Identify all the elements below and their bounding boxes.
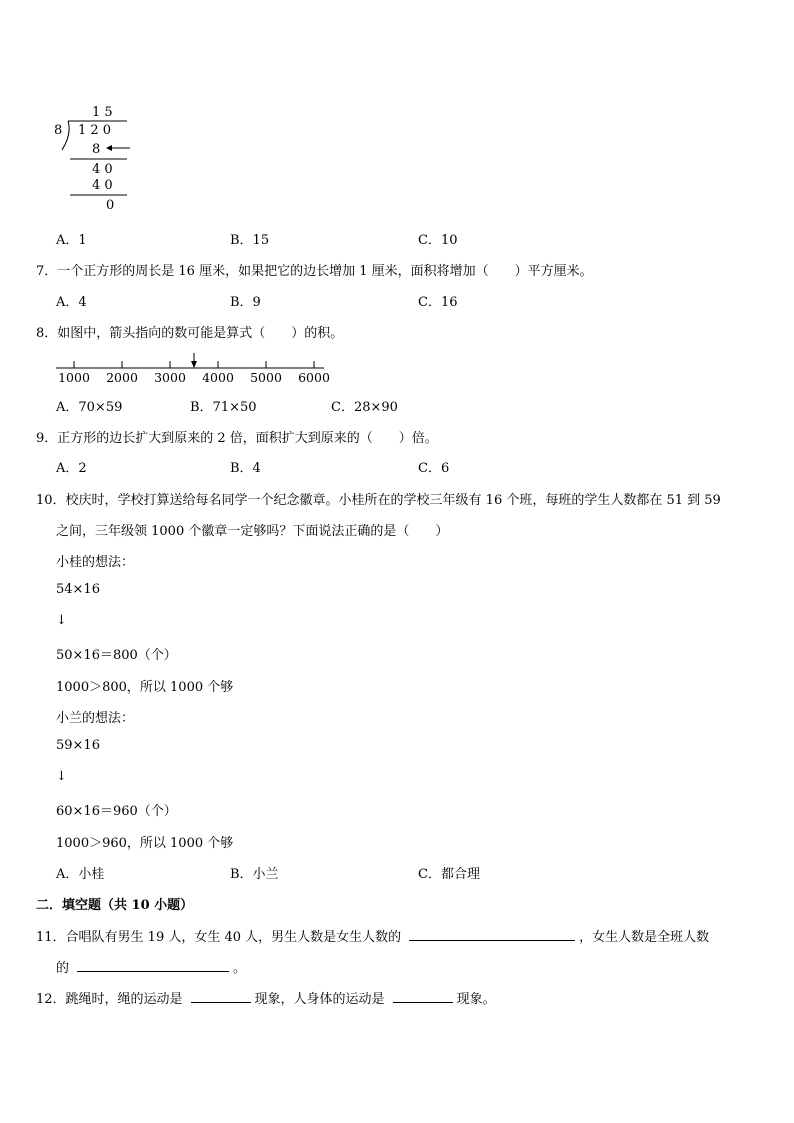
q12-text-part1: 12．跳绳时，绳的运动是: [36, 992, 183, 1007]
q11-blank-1[interactable]: [409, 928, 575, 941]
lan-line2: 60×16＝960（个）: [56, 804, 177, 819]
step2b-value: 4 0: [92, 178, 113, 193]
pointer-arrow: [191, 353, 197, 368]
section-heading: 二．填空题（共 10 小题）: [36, 898, 194, 913]
pointer-arrow-head: [106, 145, 112, 151]
lan-line1: 59×16: [56, 738, 100, 753]
q7-option-c[interactable]: C．16: [418, 295, 458, 310]
lan-line3: 1000＞960，所以 1000 个够: [56, 836, 234, 851]
q12-blank-1[interactable]: [191, 990, 251, 1003]
q8-option-a[interactable]: A．70×59: [56, 400, 123, 415]
quotient: 1 5: [92, 105, 113, 120]
q10-text-line2: 之间，三年级领 1000 个徽章一定够吗？下面说法正确的是（ ）: [56, 524, 449, 539]
q7-option-b[interactable]: B．9: [230, 295, 261, 310]
q8-option-b[interactable]: B．71×50: [190, 400, 257, 415]
q12-text-part3: 现象。: [456, 992, 496, 1007]
q10-option-c[interactable]: C．都合理: [418, 867, 480, 882]
step1-value: 8: [92, 142, 101, 157]
dividend: 1 2 0: [78, 123, 112, 138]
q10-option-b[interactable]: B．小兰: [230, 867, 279, 882]
q11-line1: [36, 926, 709, 945]
tick-label: 3000: [154, 370, 186, 385]
tick-label: 1000: [58, 370, 90, 385]
down-arrow-icon: ↓: [56, 769, 67, 784]
q11-text-part1: 11．合唱队有男生 19 人，女生 40 人，男生人数是女生人数的: [36, 930, 402, 945]
number-line: [50, 350, 340, 388]
q11-blank-2[interactable]: [77, 959, 229, 972]
lan-title: 小兰的想法：: [56, 711, 135, 726]
q12-text-part2: 现象，人身体的运动是: [254, 992, 385, 1007]
step2a-value: 4 0: [92, 162, 113, 177]
gui-line3: 1000＞800，所以 1000 个够: [56, 680, 234, 695]
q10-text-line1: 10．校庆时，学校打算送给每名同学一个纪念徽章。小桂所在的学校三年级有 16 个班，每班的学生人数都在 51 到 59: [36, 493, 721, 508]
q10-option-a[interactable]: A．小桂: [56, 867, 105, 882]
remainder-value: 0: [106, 198, 115, 213]
tick-label: 2000: [106, 370, 138, 385]
q12-line: [36, 988, 496, 1007]
gui-line2: 50×16＝800（个）: [56, 648, 177, 663]
gui-title: 小桂的想法：: [56, 555, 135, 570]
q7-option-a[interactable]: A．4: [56, 295, 87, 310]
down-arrow-icon: ↓: [56, 613, 67, 628]
q7-text: 7．一个正方形的周长是 16 厘米，如果把它的边长增加 1 厘米，面积将增加（ ）平方厘米。: [36, 264, 593, 279]
q9-option-a[interactable]: A．2: [56, 461, 87, 476]
tick-label: 4000: [202, 370, 234, 385]
q6-option-c[interactable]: C．10: [418, 233, 458, 248]
gui-line1: 54×16: [56, 582, 100, 597]
q11-line2: [56, 957, 246, 976]
q12-blank-2[interactable]: [393, 990, 453, 1003]
q9-option-c[interactable]: C．6: [418, 461, 450, 476]
q11-text-part3: 的: [56, 961, 70, 976]
q6-option-a[interactable]: A．1: [56, 233, 87, 248]
q8-text: 8．如图中，箭头指向的数可能是算式（ ）的积。: [36, 326, 344, 341]
q6-option-b[interactable]: B．15: [230, 233, 270, 248]
long-division-figure: [50, 100, 140, 215]
tick-label: 5000: [250, 370, 282, 385]
tick-label: 6000: [298, 370, 330, 385]
q11-text-part4: 。: [233, 961, 247, 976]
q8-option-c[interactable]: C．28×90: [331, 400, 398, 415]
division-bracket: [62, 121, 69, 150]
q9-option-b[interactable]: B．4: [230, 461, 261, 476]
divisor: 8: [54, 123, 63, 138]
q9-text: 9．正方形的边长扩大到原来的 2 倍，面积扩大到原来的（ ）倍。: [36, 431, 438, 446]
q11-text-part2: ，女生人数是全班人数: [579, 930, 710, 945]
